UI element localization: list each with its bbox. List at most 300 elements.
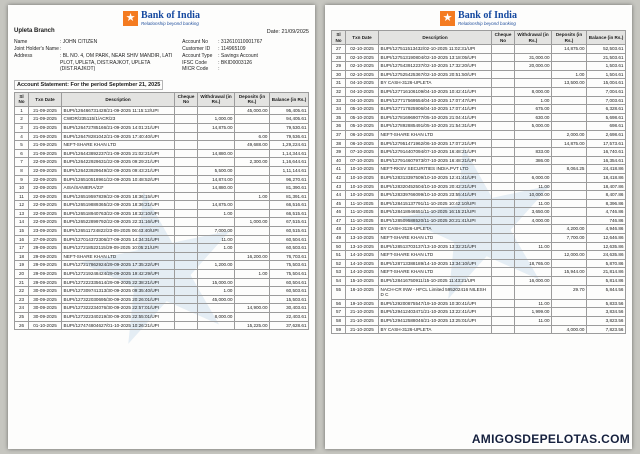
txn-sl-no: 50: [332, 242, 346, 251]
txn-balance: 7,823.56: [587, 325, 626, 334]
col-sl-no: Sl No: [332, 31, 346, 45]
txn-date: 10-10-2025: [346, 182, 379, 191]
txn-deposit: [235, 149, 270, 158]
transaction-row: [332, 53, 626, 62]
txn-date: 22-09-2025: [29, 201, 62, 210]
txn-date: 23-09-2025: [29, 227, 62, 236]
txn-balance: 746.86: [587, 216, 626, 225]
txn-deposit: 4,000.00: [552, 325, 587, 334]
col-description: Description: [379, 31, 492, 45]
transaction-row: [332, 308, 626, 317]
txn-description: BUPI/126423929649/22-09-2025 09:43:21/UPI: [62, 166, 175, 175]
table-header: [332, 31, 626, 45]
txn-description: AISA/SANIERA/23*: [62, 184, 175, 193]
txn-description: BUPI/127816969077/05-10-2025 21:04:41/UPI: [379, 113, 492, 122]
txn-cheque-no: [492, 148, 515, 157]
txn-deposit: 49,688.00: [235, 141, 270, 150]
txn-sl-no: 23: [15, 295, 29, 304]
txn-sl-no: 36: [332, 122, 346, 131]
txn-description: CWDR/235115/1/ACR/23: [62, 115, 175, 124]
txn-date: 27-09-2025: [29, 235, 62, 244]
txn-balance: 60,504.61: [270, 235, 309, 244]
txn-cheque-no: [492, 79, 515, 88]
txn-cheque-no: [492, 122, 515, 131]
txn-sl-no: 25: [15, 313, 29, 322]
transaction-row: [332, 122, 626, 131]
info-field: [182, 39, 309, 46]
txn-date: 29-09-2025: [29, 244, 62, 253]
txn-balance: 5,870.86: [587, 259, 626, 268]
txn-withdrawal: 16,000.00: [515, 277, 552, 286]
txn-description: BUPI/128313397509/10-10-2025 12:41:41/UPI: [379, 173, 492, 182]
txn-sl-no: 52: [332, 259, 346, 268]
transaction-row: [332, 130, 626, 139]
txn-sl-no: 32: [332, 87, 346, 96]
txn-deposit: 1,000.00: [235, 218, 270, 227]
col-sl-no: Sl No: [15, 93, 29, 107]
txn-sl-no: 5: [15, 141, 29, 150]
txn-withdrawal: 6,000.00: [515, 173, 552, 182]
txn-cheque-no: [175, 278, 198, 287]
txn-balance: 3,823.56: [587, 317, 626, 326]
txn-sl-no: 44: [332, 191, 346, 200]
txn-date: 29-09-2025: [29, 270, 62, 279]
transaction-row: [15, 261, 309, 270]
txn-cheque-no: [175, 115, 198, 124]
txn-balance: 66,516.61: [270, 201, 309, 210]
txn-sl-no: 16: [15, 235, 29, 244]
txn-sl-no: 18: [15, 252, 29, 261]
date-value: 21/09/2025: [281, 29, 309, 36]
txn-description: NACH-CR INW - HFCL Limited 595202416 NILESH D C: [379, 285, 492, 299]
txn-sl-no: 14: [15, 218, 29, 227]
txn-withdrawal: [515, 165, 552, 174]
txn-withdrawal: 18,765.00: [515, 259, 552, 268]
txn-deposit: [552, 259, 587, 268]
txn-balance: 1,11,144.61: [270, 166, 309, 175]
txn-date: 22-09-2025: [29, 192, 62, 201]
transaction-row: [15, 227, 309, 236]
txn-balance: 1,14,344.61: [270, 149, 309, 158]
txn-cheque-no: [175, 184, 198, 193]
transaction-row: [332, 242, 626, 251]
txn-deposit: [235, 313, 270, 322]
txn-sl-no: 39: [332, 148, 346, 157]
txn-cheque-no: [175, 321, 198, 330]
txn-sl-no: 6: [15, 149, 29, 158]
txn-balance: 75,504.61: [270, 270, 309, 279]
txn-sl-no: 59: [332, 325, 346, 334]
txn-balance: 6,328.61: [587, 105, 626, 114]
info-label: Customer ID: [182, 46, 211, 53]
txn-date: 21-09-2025: [29, 132, 62, 141]
txn-withdrawal: 675.00: [515, 105, 552, 114]
txn-date: 06-10-2025: [346, 139, 379, 148]
txn-balance: 37,628.61: [270, 321, 309, 330]
txn-balance: 60,503.61: [270, 287, 309, 296]
txn-date: 16-10-2025: [346, 285, 379, 299]
txn-sl-no: 12: [15, 201, 29, 210]
txn-description: BUPI/127914607973/07-10-2025 16:48:21/UPI: [379, 156, 492, 165]
txn-withdrawal: 15,000.00: [198, 278, 235, 287]
txn-deposit: [552, 173, 587, 182]
txn-withdrawal: [198, 141, 235, 150]
txn-balance: 60,503.61: [270, 244, 309, 253]
txn-deposit: [552, 308, 587, 317]
txn-date: 30-09-2025: [29, 304, 62, 313]
txn-description: BUPI/127322234076/30-09-2025 22:57:01/UPI: [62, 304, 175, 313]
txn-cheque-no: [175, 106, 198, 115]
txn-sl-no: 37: [332, 130, 346, 139]
info-label: Joint Holder's Name: [14, 46, 59, 53]
info-field: [14, 46, 178, 53]
info-label: Name: [14, 39, 28, 46]
txn-description: BUPI/128713388189/14-10-2025 13:34:10/UPI: [379, 259, 492, 268]
txn-description: BUPI/127717925906/04-10-2025 17:07:41/UPI: [379, 105, 492, 114]
txn-deposit: 4,200.00: [552, 225, 587, 234]
txn-deposit: [235, 278, 270, 287]
txn-balance: 21,814.86: [587, 268, 626, 277]
txn-withdrawal: 7,000.00: [198, 227, 235, 236]
txn-balance: 81,391.61: [270, 192, 309, 201]
txn-deposit: 29.70: [552, 285, 587, 299]
txn-cheque-no: [492, 234, 515, 243]
txn-description: BUPI/126518940763/22-09-2025 18:32:10/UPI: [62, 209, 175, 218]
txn-cheque-no: [492, 259, 515, 268]
txn-description: BY CASH-3126-UPLETA: [379, 225, 492, 234]
txn-date: 30-09-2025: [29, 287, 62, 296]
txn-cheque-no: [492, 96, 515, 105]
txn-withdrawal: [198, 158, 235, 167]
txn-deposit: 8,064.25: [552, 165, 587, 174]
txn-deposit: [552, 96, 587, 105]
txn-sl-no: 47: [332, 216, 346, 225]
txn-description: BUPI/129412588046/21-10-2025 13:25:01/UPI: [379, 317, 492, 326]
txn-deposit: [552, 299, 587, 308]
txn-date: 15-10-2025: [346, 277, 379, 286]
txn-balance: 4,746.86: [587, 208, 626, 217]
col-deposits: Deposits (in Rs.): [235, 93, 270, 107]
col-description: Description: [62, 93, 175, 107]
txn-description: BUPI/126511724822/23-09-2025 06:43:40/UPI: [62, 227, 175, 236]
txn-cheque-no: [175, 175, 198, 184]
txn-cheque-no: [492, 225, 515, 234]
txn-sl-no: 58: [332, 317, 346, 326]
transaction-row: [15, 321, 309, 330]
txn-date: 11-10-2025: [346, 216, 379, 225]
bank-logo-text: [458, 11, 517, 26]
transaction-row: [15, 149, 309, 158]
account-holder-info: [14, 39, 309, 73]
txn-balance: 1,503.61: [587, 62, 626, 71]
info-value: : JOHN CITIZEN: [60, 39, 98, 46]
txn-balance: 16,354.61: [587, 156, 626, 165]
txn-date: 21-10-2025: [346, 325, 379, 334]
txn-sl-no: 57: [332, 308, 346, 317]
txn-description: BUPI/127322030695/30-09-2025 20:26:01/UPI: [62, 295, 175, 304]
transaction-row: [15, 141, 309, 150]
txn-cheque-no: [492, 62, 515, 71]
txn-withdrawal: 4,000.00: [515, 216, 552, 225]
txn-withdrawal: [198, 218, 235, 227]
txn-balance: 1,29,224.61: [270, 141, 309, 150]
txn-description: BUPI/127716106109/04-10-2025 10:42:41/UPI: [379, 87, 492, 96]
txn-deposit: [552, 277, 587, 286]
txn-sl-no: 3: [15, 123, 29, 132]
txn-description: BUPI/127951471962/06-10-2025 17:07:21/UPI: [379, 139, 492, 148]
txn-balance: 94,405.61: [270, 115, 309, 124]
txn-cheque-no: [492, 308, 515, 317]
transaction-row: [332, 182, 626, 191]
date-label: Date:: [266, 29, 280, 36]
txn-deposit: [552, 148, 587, 157]
txn-withdrawal: 10,000.00: [515, 191, 552, 200]
transaction-row: [332, 216, 626, 225]
txn-date: 11-10-2025: [346, 199, 379, 208]
txn-date: 14-10-2025: [346, 268, 379, 277]
txn-date: 29-09-2025: [29, 278, 62, 287]
table-header: [15, 93, 309, 107]
boi-logo-square: [123, 11, 138, 26]
txn-withdrawal: 1,200.00: [198, 261, 235, 270]
txn-deposit: 14,875.00: [552, 45, 587, 54]
transaction-row: [15, 313, 309, 322]
txn-date: 21-10-2025: [346, 317, 379, 326]
txn-description: BUPI/127014372306/27-09-2025 14:34:31/UPI: [62, 235, 175, 244]
transaction-row: [15, 166, 309, 175]
txn-cheque-no: [492, 216, 515, 225]
txn-cheque-no: [492, 299, 515, 308]
info-value: : BL NO. 4, OM PARK, NEAR SHIV MANDIR, LATI PLOT, UPLETA, DIST.RAJKOT, UPLETA (DIST.RAJKOT): [60, 52, 173, 73]
txn-description: BUPI/127222335614/29-09-2025 22:38:21/UPI: [62, 278, 175, 287]
txn-balance: 698.61: [587, 122, 626, 131]
txn-withdrawal: 1,000.00: [198, 115, 235, 124]
txn-sl-no: 34: [332, 105, 346, 114]
transaction-row: [15, 184, 309, 193]
txn-balance: 24,635.86: [587, 251, 626, 260]
transaction-row: [15, 252, 309, 261]
txn-date: 22-09-2025: [29, 166, 62, 175]
txn-withdrawal: [198, 192, 235, 201]
txn-date: 10-10-2025: [346, 165, 379, 174]
txn-date: 29-09-2025: [29, 252, 62, 261]
col-txn-date: Txn Date: [29, 93, 62, 107]
txn-withdrawal: [515, 139, 552, 148]
txn-balance: 52,503.61: [587, 45, 626, 54]
txn-sl-no: 26: [15, 321, 29, 330]
txn-withdrawal: 386.00: [515, 156, 552, 165]
col-withdrawal: Withdrawal (in Rs.): [515, 31, 552, 45]
txn-sl-no: 28: [332, 53, 346, 62]
txn-description: BUPI/127217862924/29-09-2025 17:35:22/UPI: [62, 261, 175, 270]
txn-description: BUPI/126472785166/21-09-2025 14:01:21/UPI: [62, 123, 175, 132]
txn-date: 21-09-2025: [29, 106, 62, 115]
txn-balance: 3,834.56: [587, 308, 626, 317]
txn-cheque-no: [175, 304, 198, 313]
txn-description: BUPI/127543912237/02-10-2025 17:32:20/UPI: [379, 62, 492, 71]
txn-withdrawal: 1,999.00: [515, 308, 552, 317]
bank-name: Bank of India: [458, 10, 517, 21]
txn-deposit: 2,300.00: [235, 158, 270, 167]
txn-deposit: 13,500.00: [552, 79, 587, 88]
txn-sl-no: 15: [15, 227, 29, 236]
txn-withdrawal: [515, 130, 552, 139]
bank-logo-text: [141, 11, 200, 26]
txn-withdrawal: 11.00: [515, 299, 552, 308]
txn-date: 02-10-2025: [346, 53, 379, 62]
txn-date: 19-10-2025: [346, 299, 379, 308]
txn-date: 21-09-2025: [29, 149, 62, 158]
txn-withdrawal: [198, 304, 235, 313]
txn-balance: 5,844.56: [587, 285, 626, 299]
txn-cheque-no: [175, 261, 198, 270]
txn-date: 10-10-2025: [346, 173, 379, 182]
txn-cheque-no: [175, 141, 198, 150]
txn-withdrawal: 11.00: [515, 317, 552, 326]
txn-sl-no: 13: [15, 209, 29, 218]
txn-date: 14-10-2025: [346, 251, 379, 260]
txn-cheque-no: [492, 199, 515, 208]
txn-balance: 75,503.61: [270, 261, 309, 270]
txn-withdrawal: 3,650.00: [515, 208, 552, 217]
transaction-row: [332, 96, 626, 105]
txn-balance: 66,515.61: [270, 209, 309, 218]
txn-deposit: [552, 317, 587, 326]
txn-withdrawal: 45,000.00: [198, 295, 235, 304]
txn-description: BUPI/128418946551/11-10-2025 16:15:21/UPI: [379, 208, 492, 217]
txn-withdrawal: 8,000.00: [515, 87, 552, 96]
txn-withdrawal: [515, 251, 552, 260]
txn-cheque-no: [492, 277, 515, 286]
transaction-row: [15, 304, 309, 313]
txn-balance: 16,740.61: [587, 148, 626, 157]
txn-date: 12-10-2025: [346, 225, 379, 234]
bank-logo: [331, 11, 626, 26]
statement-date: [14, 29, 309, 35]
txn-sl-no: 55: [332, 285, 346, 299]
info-field: [182, 46, 309, 53]
txn-cheque-no: [492, 173, 515, 182]
txn-balance: 76,703.61: [270, 252, 309, 261]
transaction-row: [332, 62, 626, 71]
txn-cheque-no: [175, 218, 198, 227]
txn-balance: 79,536.61: [270, 132, 309, 141]
transaction-row: [15, 106, 309, 115]
txn-date: 02-10-2025: [346, 70, 379, 79]
txn-sl-no: 21: [15, 278, 29, 287]
transaction-row: [15, 235, 309, 244]
txn-balance: 5,833.56: [587, 299, 626, 308]
txn-deposit: [235, 244, 270, 253]
txn-sl-no: 17: [15, 244, 29, 253]
transaction-row: [15, 278, 309, 287]
txn-cheque-no: [492, 70, 515, 79]
txn-sl-no: 27: [332, 45, 346, 54]
txn-description: BUPI/128415137791/11-10-2025 10:42:10/UPI: [379, 199, 492, 208]
txn-cheque-no: [175, 166, 198, 175]
transaction-row: [15, 209, 309, 218]
txn-withdrawal: [515, 225, 552, 234]
txn-withdrawal: 630.00: [515, 113, 552, 122]
txn-withdrawal: 14,875.00: [198, 123, 235, 132]
txn-balance: 12,635.86: [587, 242, 626, 251]
txn-date: 05-10-2025: [346, 113, 379, 122]
statement-period: Account Statement: For the period September 21, 2025: [14, 80, 163, 90]
txn-date: 01-10-2025: [29, 321, 62, 330]
txn-description: BUPI/127511513432/02-10-2025 11:02:31/UPI: [379, 45, 492, 54]
txn-date: 06-10-2025: [346, 130, 379, 139]
transaction-row: [15, 287, 309, 296]
txn-sl-no: 48: [332, 225, 346, 234]
txn-sl-no: 7: [15, 158, 29, 167]
txn-deposit: [552, 182, 587, 191]
txn-description: BUPI/126422929631/22-09-2025 09:29:21/UPI: [62, 158, 175, 167]
txn-date: 22-09-2025: [29, 158, 62, 167]
txn-sl-no: 24: [15, 304, 29, 313]
txn-cheque-no: [175, 295, 198, 304]
transaction-row: [15, 123, 309, 132]
txn-deposit: [235, 115, 270, 124]
txn-date: 07-10-2025: [346, 148, 379, 157]
txn-withdrawal: 1.00: [198, 244, 235, 253]
txn-cheque-no: [175, 252, 198, 261]
txn-cheque-no: [492, 165, 515, 174]
txn-description: BUPI/127322340219/30-09-2025 22:55:01/UPI: [62, 313, 175, 322]
txn-date: 10-10-2025: [346, 191, 379, 200]
txn-sl-no: 54: [332, 277, 346, 286]
txn-date: 22-09-2025: [29, 175, 62, 184]
txn-balance: 22,403.61: [270, 313, 309, 322]
txn-deposit: [235, 175, 270, 184]
transaction-row: [332, 173, 626, 182]
txn-description: BUPI/126478281042/21-09-2025 17:40:40/UPI: [62, 132, 175, 141]
txn-date: 02-10-2025: [346, 62, 379, 71]
txn-balance: 8,407.86: [587, 191, 626, 200]
col-cheque-no: Cheque No: [492, 31, 515, 45]
txn-description: BUPI/126522899792/22-09-2025 22:31:16/UPI: [62, 218, 175, 227]
txn-deposit: [552, 216, 587, 225]
txn-date: 13-10-2025: [346, 234, 379, 243]
col-withdrawal: Withdrawal (in Rs.): [198, 93, 235, 107]
txn-deposit: [552, 122, 587, 131]
txn-deposit: 15,944.00: [552, 268, 587, 277]
txn-sl-no: 30: [332, 70, 346, 79]
info-label: MICR Code: [182, 66, 209, 73]
txn-balance: 18,418.86: [587, 173, 626, 182]
txn-sl-no: 45: [332, 199, 346, 208]
txn-deposit: [235, 235, 270, 244]
info-value: : 312610110001767: [218, 39, 263, 46]
txn-balance: 96,270.61: [270, 175, 309, 184]
transaction-row: [332, 70, 626, 79]
transaction-row: [332, 139, 626, 148]
txn-date: 21-09-2025: [29, 141, 62, 150]
txn-withdrawal: 31,000.00: [515, 53, 552, 62]
txn-date: 14-10-2025: [346, 259, 379, 268]
txn-sl-no: 56: [332, 299, 346, 308]
txn-sl-no: 20: [15, 270, 29, 279]
txn-description: NEFT-SHARE KHAN LTD: [62, 141, 175, 150]
txn-deposit: [235, 123, 270, 132]
txn-sl-no: 22: [15, 287, 29, 296]
txn-sl-no: 29: [332, 62, 346, 71]
transactions-table-page-2: [331, 30, 626, 334]
col-txn-date: Txn Date: [346, 31, 379, 45]
txn-description: BUPI/129200875547/19-10-2025 10:30:41/UPI: [379, 299, 492, 308]
col-balance: Balance (in Rs.): [270, 93, 309, 107]
info-field: [14, 53, 178, 73]
customer-info-column: [14, 39, 182, 73]
